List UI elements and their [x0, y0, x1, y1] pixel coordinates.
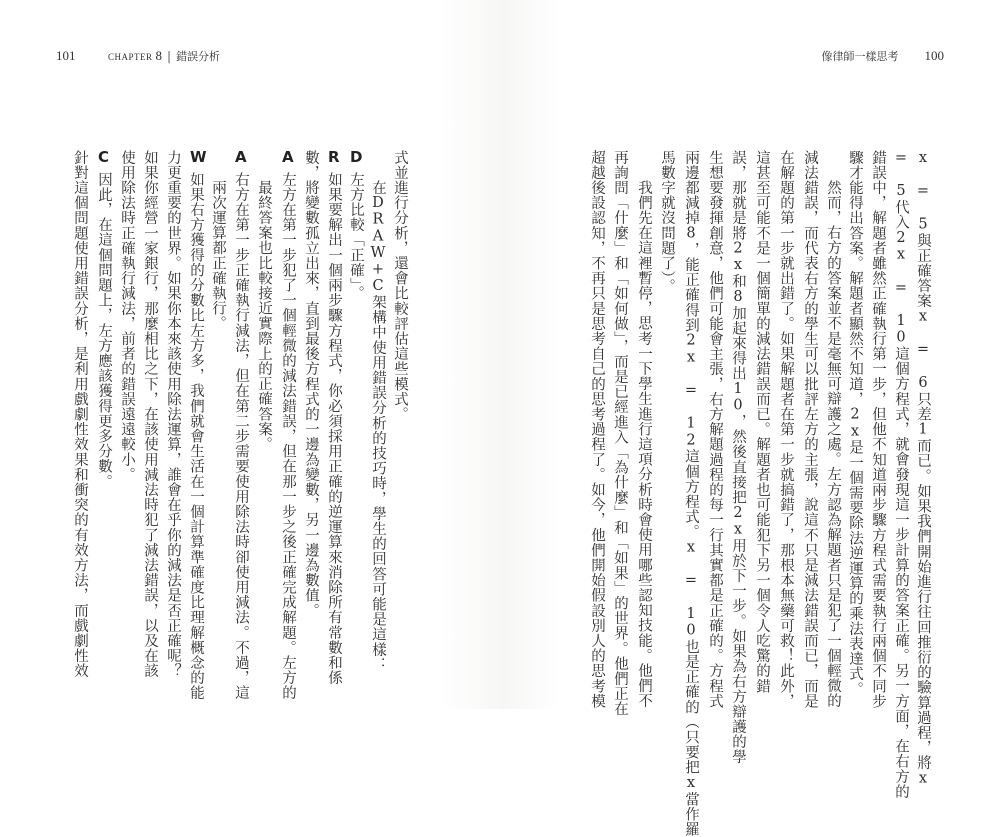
left-text-column: 最終答案也比較接近實際上的正確答案。 [256, 180, 272, 452]
chapter-title: 錯誤分析 [176, 50, 221, 63]
right-text-column: 馬數字就沒問題了）。 [659, 150, 675, 294]
chapter-number: 8 [155, 48, 163, 63]
right-text-column: 生想要發揮創意，他們可能會主張，右方解題過程的每一行其實都是正確的。方程式 [707, 150, 723, 709]
left-text-column: 左方在第一步犯了一個輕微的減法錯誤，但在那一步之後正確完成解題。左方的 [280, 172, 296, 701]
left-page-number: 101 [56, 48, 76, 63]
paragraph-start-column: 然而，右方的答案並不是毫無可辯護之處。左方認為解題者只是犯了一個輕微的 [825, 180, 841, 709]
chapter-label: CHAPTER [108, 52, 153, 62]
right-text-column: x = 5與正確答案x = 6只差1而已。如果我們開始進行往回推衍的驗算過程，將x [915, 150, 931, 788]
right-text-column: 驟才能得出答案。解題者顯然不知道，2x是一個需要除法逆運算的乘法表達式。 [847, 150, 863, 697]
left-text-column: 數，將變數孤立出來，直到最後方程式的一邊為變數，另一邊為數值。 [303, 150, 319, 619]
step-label-r: R [328, 148, 340, 166]
right-text-column: 兩邊都減掉8，能正確得到2x = 12這個方程式。x = 10也是正確的（只要把x當作羅 [683, 150, 699, 837]
left-text-column: 使用除法時正確執行減法，前者的錯誤遠遠較小。 [119, 150, 135, 483]
left-text-column: 兩次運算都正確執行。 [210, 180, 226, 331]
step-label-a2: A [235, 148, 247, 166]
left-text-column: 如果你經營一家銀行，那麼相比之下，在該使用減法時犯了減法錯誤，以及在該 [142, 150, 158, 679]
left-text-column: 因此，在這個問題上，左方應該獲得更多分數。 [96, 172, 112, 490]
right-text-column: 再詢問「什麼」和「如何做」，而是已經進入「為什麼」和「如果」的世界。他們正在 [612, 150, 628, 717]
header-separator: | [167, 49, 172, 63]
left-text-column: 如果要解出一個兩步驟方程式，你必須採用正確的逆運算來消除所有常數和係 [326, 172, 342, 686]
right-text-column: 錯誤中，解題者雖然正確執行第一步，但他不知道兩步驟方程式需要執行兩個不同步 [870, 150, 886, 709]
left-text-column: 右方在第一步正確執行減法，但在第二步需要使用除法時卻使用減法。不過，這 [233, 172, 249, 701]
book-title: 像律師一樣思考 [821, 50, 899, 63]
paragraph-start-column: 在DRAW+C架構中使用錯誤分析的技巧時，學生的回答可能是這樣： [370, 180, 386, 673]
step-label-w: W [190, 148, 207, 166]
right-text-column: 這甚至可能不是一個簡單的減法錯誤而已。解題者也可能犯下另一個令人吃驚的錯 [754, 150, 770, 694]
right-text-column: = 5代入2x = 10這個方程式，就會發現這一步計算的答案正確。另一方面，在右方的 [893, 150, 909, 800]
right-text-column: 在解題的第一步就出錯了。如果解題者在第一步就搞錯了，那根本無藥可救！此外， [778, 150, 794, 709]
right-text-column: 超越後設認知，不再只是思考自己的思考過程了。如今，他們開始假設別人的思考模 [589, 150, 605, 709]
left-page-header [56, 48, 220, 64]
paragraph-start-column: 我們先在這裡暫停，思考一下學生進行這項分析時會使用哪些認知技能。他們不 [636, 180, 652, 709]
left-text-column: 左方比較「正確」。 [348, 172, 364, 301]
left-text-column: 力更重要的世界。如果你本來該使用除法運算，誰會在乎你的減法是否正確呢？ [165, 150, 181, 679]
right-text-column: 誤，那就是將2x和8加起來得出10，然後直接把2x用於下一步。如果為右方辯護的學 [730, 150, 746, 765]
right-page-header [822, 48, 945, 64]
step-label-a1: A [282, 148, 294, 166]
right-text-column: 減法錯誤，而代表右方的學生可以批評左方的主張，說這不只是減法錯誤而已，而是 [802, 150, 818, 709]
left-text-column: 如果右方獲得的分數比左方多，我們就會生活在一個計算準確度比理解概念的能 [188, 172, 204, 701]
left-text-column: 式並進行分析，還會比較評估這些模式。 [392, 150, 408, 422]
step-label-c: C [98, 148, 110, 166]
left-text-column: 針對這個問題使用錯誤分析，是利用戲劇性效果和衝突的有效方法，而戲劇性效 [72, 150, 88, 679]
step-label-d: D [350, 148, 363, 166]
right-page-number: 100 [924, 48, 944, 63]
